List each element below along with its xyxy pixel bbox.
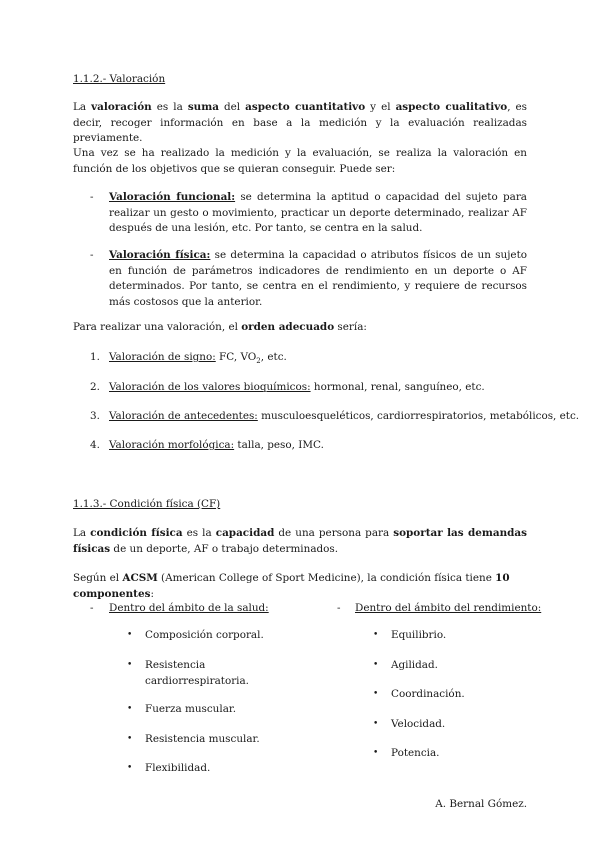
list-item-valoracion-bioquimicos: Valoración de los valores bioquímicos: hormonal, renal, sanguíneo, etc. [109, 381, 485, 393]
list-number: 4. [90, 439, 100, 451]
bullet-icon: • [127, 660, 133, 670]
bullet-icon: • [373, 748, 379, 758]
list-item-valoracion-funcional: Valoración funcional: se determina la aptitud o capacidad del sujeto para realizar un gesto o movimiento, practicar un deporte determinado, realizar AF después de una lesión, etc. Por tanto, se centra en la salud. [109, 191, 527, 234]
health-item: Fuerza muscular. [145, 703, 237, 715]
bullet-icon: • [373, 660, 379, 670]
list-dash: - [90, 249, 94, 261]
bullet-icon: • [373, 719, 379, 729]
list-dash: - [90, 602, 94, 614]
health-item: Resistencia muscular. [145, 733, 260, 745]
bullet-icon: • [127, 704, 133, 714]
list-item-valoracion-morfologica: Valoración morfológica: talla, peso, IMC. [109, 439, 324, 451]
paragraph-valoracion-objectives: Una vez se ha realizado la medición y la evaluación, se realiza la valoración en función de los objetivos que se quieran conseguir. Puede ser: [73, 147, 527, 175]
health-column-title: Dentro del ámbito de la salud: [109, 602, 269, 614]
paragraph-valoracion-definition: La valoración es la suma del aspecto cuantitativo y el aspecto cualitativo, es decir, recoger información en base a la medición y la evaluación realizadas previamente. [73, 101, 527, 144]
health-item: Resistencia cardiorrespiratoria. [145, 659, 249, 687]
footer-author: A. Bernal Gómez. [435, 798, 527, 810]
list-item-valoracion-signo: Valoración de signo: FC, $VO_2$, etc. [109, 351, 287, 366]
performance-item: Agilidad. [391, 659, 438, 671]
bullet-icon: • [373, 689, 379, 699]
list-item-valoracion-antecedentes: Valoración de antecedentes: musculoesqueléticos, cardiorrespiratorios, metabólicos, etc. [109, 410, 580, 422]
list-dash: - [90, 191, 94, 203]
performance-item: Velocidad. [391, 718, 446, 730]
bullet-icon: • [373, 630, 379, 640]
bullet-icon: • [127, 763, 133, 773]
list-number: 2. [90, 381, 100, 393]
section-heading-condicion-fisica: 1.1.3.- Condición física (CF) [73, 498, 221, 510]
list-number: 3. [90, 410, 100, 422]
bullet-icon: • [127, 630, 133, 640]
paragraph-order-intro: Para realizar una valoración, el orden adecuado sería: [73, 321, 367, 333]
list-item-valoracion-fisica: Valoración física: se determina la capacidad o atributos físicos de un sujeto en función de parámetros indicadores de rendimiento en un deporte o AF determinados. Por tanto, se centra en el rendimiento, y requiere de recursos más costosos que la anterior. [109, 249, 527, 308]
paragraph-condicion-fisica-definition: La condición física es la capacidad de una persona para soportar las demandas físicas de un deporte, AF o trabajo determinados. [73, 527, 527, 555]
list-number: 1. [90, 351, 100, 363]
health-item: Composición corporal. [145, 629, 264, 641]
section-heading-valoracion: 1.1.2.- Valoración [73, 73, 166, 85]
health-item: Flexibilidad. [145, 762, 211, 774]
performance-item: Coordinación. [391, 688, 465, 700]
performance-column-title: Dentro del ámbito del rendimiento: [355, 602, 542, 614]
bullet-icon: • [127, 734, 133, 744]
list-dash: - [337, 602, 341, 614]
performance-item: Potencia. [391, 747, 440, 759]
paragraph-acsm-components: Según el ACSM (American College of Sport Medicine), la condición física tiene 10 componentes: [73, 572, 510, 600]
performance-item: Equilibrio. [391, 629, 447, 641]
